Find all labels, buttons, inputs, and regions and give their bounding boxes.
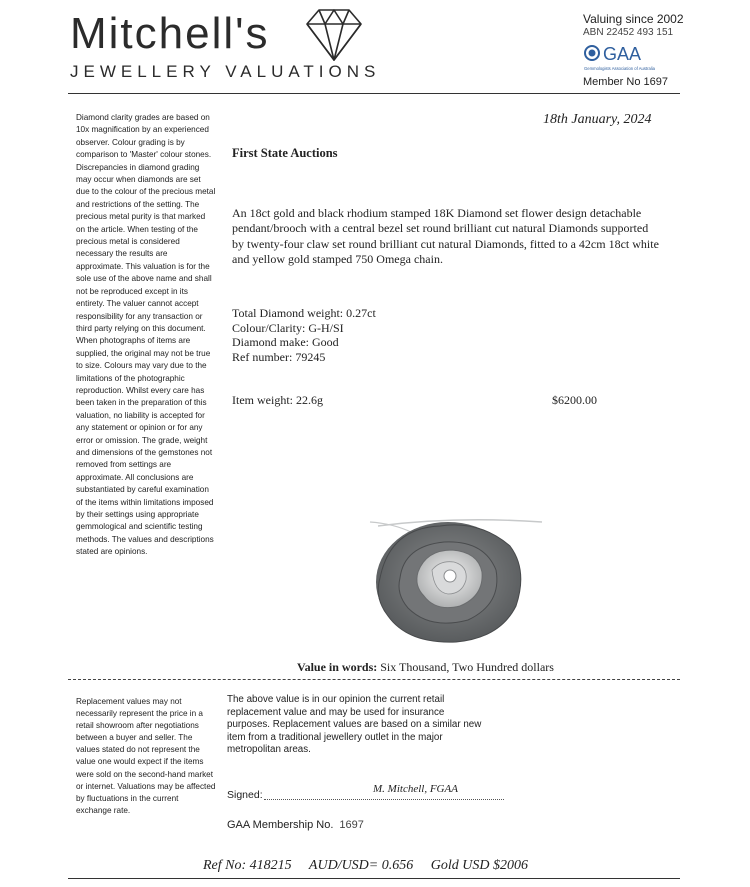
valuing-since: Valuing since 2002 (583, 12, 684, 26)
gaa-membership-label: GAA Membership No. (227, 819, 334, 831)
replacement-disclaimer: Replacement values may not necessarily represent the price in a retail showroom after negotiations between a buyer and seller. The values stated do not represent the value one would expect if the items were sold on the second-hand market or internet. Valuations may be affected by fluctuations in the current exchange rate. (76, 697, 216, 815)
gaa-logo-text: GAA (603, 44, 642, 64)
abn-number: ABN 22452 493 151 (583, 27, 674, 38)
diamond-specs (232, 306, 376, 364)
item-weight: Item weight: 22.6g (232, 393, 323, 407)
diamond-outline-icon (303, 6, 365, 64)
dashed-divider (68, 679, 680, 680)
footer-gold-price: Gold USD $2006 (430, 858, 528, 873)
ref-number: Ref number: 79245 (232, 349, 326, 364)
value-in-words-text: Six Thousand, Two Hundred dollars (380, 660, 554, 674)
diamond-make: Diamond make: Good (232, 335, 339, 350)
footer-exchange-rate: AUD/USD= 0.656 (308, 858, 414, 873)
brand-subtitle: JEWELLERY VALUATIONS (70, 62, 381, 81)
footer-line (203, 858, 542, 874)
item-description: An 18ct gold and black rhodium stamped 18K Diamond set flower design detachable pendant/brooch with a central bezel set round brilliant cut natural Diamonds supported by twenty-four claw set round brilliant cut natural Diamonds, fitted to a 42cm 18ct white and yellow gold stamped 750 Omega chain. (232, 206, 659, 266)
gaa-seal-icon (583, 42, 673, 74)
retail-value-note: The above value is in our opinion the current retail replacement value and may be used for insurance purposes. Replacement values are based on a similar new item from a traditional jewellery outlet in the major metropolitan areas. (227, 694, 482, 756)
sidebar-disclaimer: Diamond clarity grades are based on 10x magnification by an experienced observer. Colour grading is by comparison to 'Master' colour stones. Discrepancies in diamond grading may occur when diamonds are set due to the colour of the precious metal and restrictions of the setting. The precious metal purity is that marked on the article. When testing of the precious metal is considered necessary the results are approximate. This valuation is for the sole use of the above name and shall not be reproduced except in its entirety. The valuer cannot accept responsibility for any transaction or third party relying on this document. When photographs of items are supplied, the original may not be true to size. Colours may vary due to the limitations of the photographic reproduction. Whilst every care has been taken in the preparation of this valuation, no liability is accepted for any statement or opinion or for any error or omission. The grade, weight and dimensions of the gemstones not removed from settings are approximate. All conclusions are substantiated by careful examination of the items within limitations imposed by their settings using appropriate gemmological and scientific testing methods. The values and descriptions stated are opinions. (76, 113, 216, 557)
header-divider (68, 93, 680, 94)
footer-divider (68, 878, 680, 879)
gaa-logo-subtext: Gemmologists Association of Australia (584, 66, 655, 71)
member-number-value: 1697 (643, 76, 669, 88)
signatory-name: M. Mitchell, FGAA (373, 783, 458, 795)
member-label: Member No (583, 76, 641, 88)
total-diamond-weight: Total Diamond weight: 0.27ct (232, 306, 376, 320)
rose-pendant (376, 522, 521, 642)
gaa-membership (227, 819, 364, 831)
signed-label: Signed: (227, 789, 263, 801)
footer-ref-no: Ref No: 418215 (203, 858, 292, 873)
gaa-membership-number: 1697 (339, 819, 364, 831)
value-in-words-label: Value in words: (297, 660, 378, 674)
member-number (583, 76, 668, 88)
brand-name: Mitchell's (70, 9, 270, 58)
valuation-date: 18th January, 2024 (543, 112, 652, 127)
gaa-logo (583, 42, 673, 74)
colour-clarity: Colour/Clarity: G-H/SI (232, 320, 344, 335)
value-in-words (297, 660, 554, 675)
jewellery-photo (360, 508, 550, 648)
signature-line (264, 799, 504, 800)
client-name: First State Auctions (232, 146, 338, 160)
valuation-price: $6200.00 (552, 393, 597, 407)
